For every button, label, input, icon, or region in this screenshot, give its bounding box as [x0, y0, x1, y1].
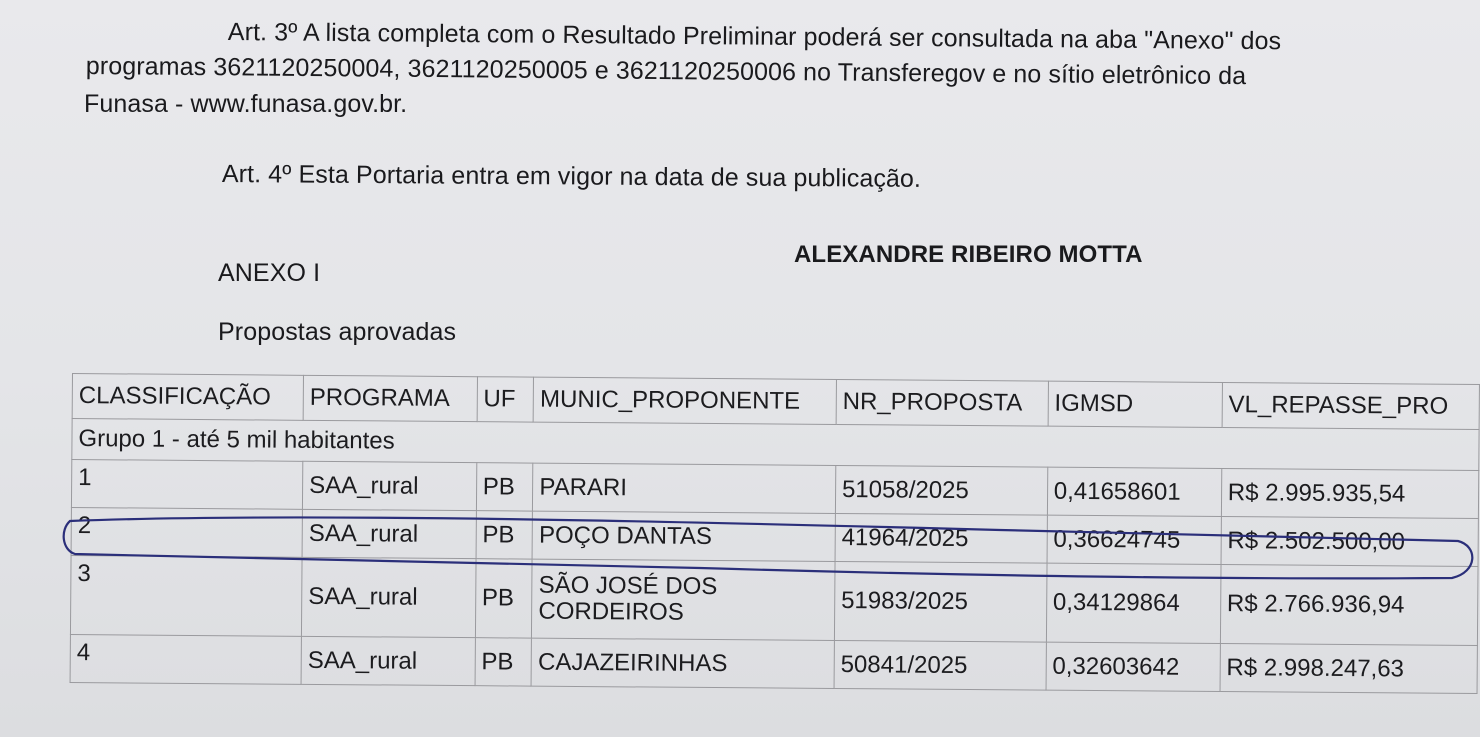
cell-munic: SÃO JOSÉ DOS CORDEIROS — [532, 559, 835, 640]
cell-igmsd: 0,36624745 — [1047, 515, 1221, 564]
group-label: Grupo 1 - até 5 mil habitantes — [72, 419, 1479, 471]
cell-programa: SAA_rural — [302, 509, 476, 558]
cell-classificacao: 2 — [71, 507, 302, 557]
cell-uf: PB — [476, 511, 533, 559]
cell-classificacao: 4 — [70, 634, 301, 684]
cell-igmsd: 0,41658601 — [1047, 467, 1221, 516]
signatory-name: ALEXANDRE RIBEIRO MOTTA — [794, 241, 1143, 268]
cell-nr-proposta: 51058/2025 — [835, 466, 1047, 516]
header-nr-proposta: NR_PROPOSTA — [836, 380, 1048, 427]
cell-munic: PARARI — [533, 463, 836, 513]
cell-vl-repasse: R$ 2.502.500,00 — [1221, 517, 1479, 567]
cell-vl-repasse: R$ 2.995.935,54 — [1221, 469, 1479, 519]
cell-nr-proposta: 41964/2025 — [835, 513, 1047, 563]
cell-vl-repasse: R$ 2.998.247,63 — [1220, 644, 1478, 694]
cell-igmsd: 0,34129864 — [1046, 563, 1221, 643]
header-uf: UF — [477, 377, 534, 422]
cell-classificacao: 3 — [70, 555, 302, 636]
cell-programa: SAA_rural — [302, 461, 476, 510]
cell-programa: SAA_rural — [301, 636, 475, 685]
approved-proposals-table — [70, 373, 1480, 694]
cell-uf: PB — [476, 463, 533, 511]
cell-classificacao: 1 — [71, 460, 302, 510]
header-classificacao: CLASSIFICAÇÃO — [72, 374, 303, 421]
cell-nr-proposta: 50841/2025 — [834, 640, 1046, 690]
table-row — [70, 634, 1477, 693]
cell-nr-proposta: 51983/2025 — [834, 561, 1046, 642]
annex-title: ANEXO I — [218, 259, 321, 287]
header-programa: PROGRAMA — [303, 375, 477, 421]
cell-uf: PB — [475, 559, 532, 638]
cell-munic: CAJAZEIRINHAS — [531, 638, 834, 688]
header-munic-proponente: MUNIC_PROPONENTE — [533, 377, 836, 424]
article-3-line-3: Funasa - www.funasa.gov.br. — [84, 90, 408, 118]
cell-uf: PB — [475, 638, 532, 686]
article-3-line-1: Art. 3º A lista completa com o Resultado Preliminar poderá ser consultada na aba "Anexo" dos — [227, 18, 1282, 56]
header-vl-repasse: VL_REPASSE_PRO — [1222, 383, 1480, 430]
article-4: Art. 4º Esta Portaria entra em vigor na data de sua publicação. — [221, 160, 922, 193]
annex-subtitle: Propostas aprovadas — [218, 318, 457, 346]
cell-vl-repasse: R$ 2.766.936,94 — [1220, 565, 1478, 646]
cell-munic: POÇO DANTAS — [532, 511, 835, 561]
article-3-line-2: programas 3621120250004, 3621120250005 e 3621120250006 no Transferegov e no sítio eletrônico da — [85, 52, 1247, 91]
cell-programa: SAA_rural — [301, 557, 475, 637]
table-row — [70, 555, 1478, 645]
header-igmsd: IGMSD — [1048, 381, 1222, 427]
cell-igmsd: 0,32603642 — [1046, 642, 1220, 691]
